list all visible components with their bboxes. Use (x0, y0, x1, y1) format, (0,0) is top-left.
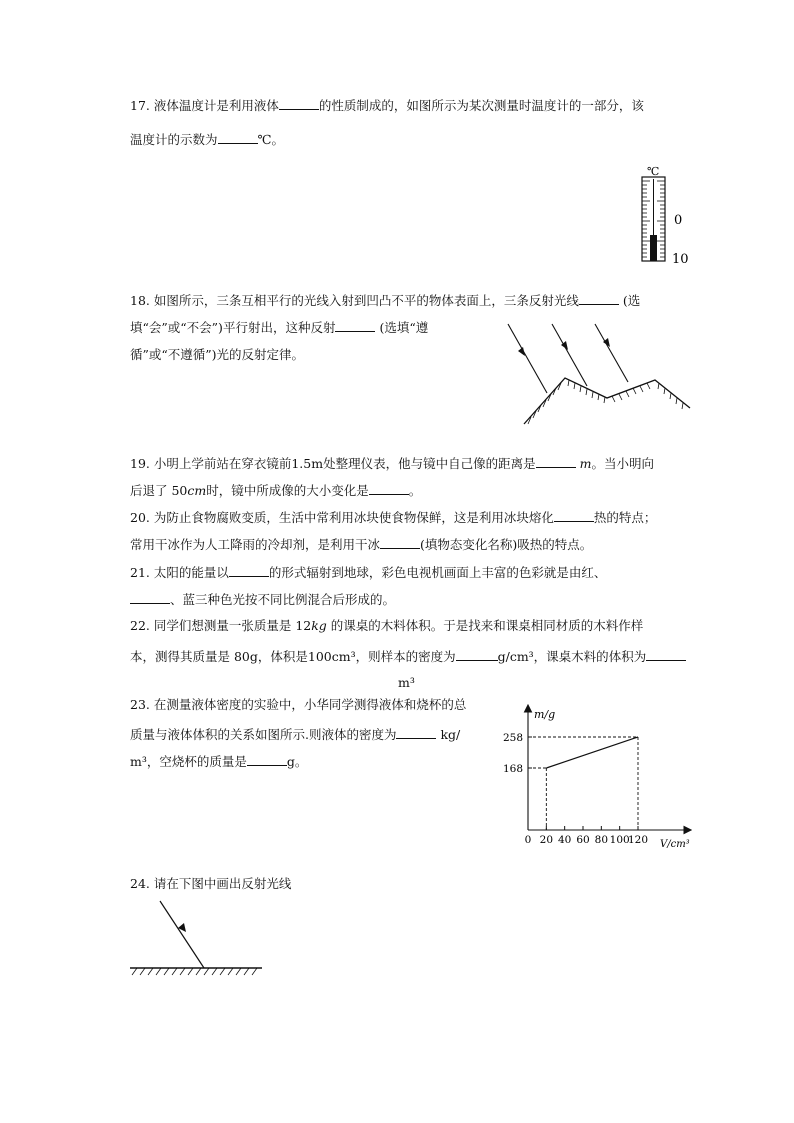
q22-text-e: m³ (398, 675, 415, 690)
q17-blank-2[interactable] (218, 130, 258, 144)
q20-text-c: 常用干冰作为人工降雨的冷却剂，是利用干冰 (130, 537, 381, 552)
thermo-unit-label: ℃ (647, 165, 660, 178)
q17-text-a: 17. 液体温度计是利用液体 (130, 98, 279, 113)
y-tick-label: 258 (502, 732, 523, 744)
q18-text-d: (选填“遵 (379, 320, 429, 335)
y-tick-label: 168 (502, 763, 523, 775)
q18-text-c: 填“会”或“不会”)平行射出，这种反射 (130, 320, 336, 335)
q18-blank-1[interactable] (579, 291, 619, 305)
x-tick-label: 120 (627, 834, 649, 846)
q19-unit-cm: cm (187, 483, 207, 498)
thermometer-figure (630, 165, 700, 265)
q18-line-1 (130, 291, 640, 310)
q23-line-1 (130, 696, 466, 714)
q18-blank-2[interactable] (335, 318, 375, 332)
q22-blank-2[interactable] (646, 647, 686, 661)
q18-line-3 (130, 346, 304, 364)
thermo-zero-label: 0 (674, 213, 683, 228)
q19-blank-1[interactable] (536, 454, 576, 468)
q18-line-2 (130, 318, 428, 337)
q23-blank-2[interactable] (247, 752, 287, 766)
q17-text-b: 的性质制成的，如图所示为某次测量时温度计的一部分，该 (318, 98, 644, 113)
q17-line-1 (130, 96, 644, 115)
q21-text-c: 、蓝三种色光按不同比例混合后形成的。 (170, 592, 396, 607)
q19-text-e: 。 (408, 483, 422, 498)
q20-blank-2[interactable] (380, 535, 420, 549)
x-tick-label: 20 (539, 834, 554, 846)
q24-line-1 (130, 875, 291, 893)
q22-line-1 (130, 617, 643, 635)
q20-line-1 (130, 508, 656, 527)
q18-text-e: 循”或“不遵循”)光的反射定律。 (130, 347, 305, 362)
q23-text-b: 质量与液体体积的关系如图所示.则液体的密度为 (130, 727, 397, 742)
x-axis-label: V/cm³ (660, 839, 690, 850)
q23-text-d: m³，空烧杯的质量是 (130, 754, 247, 769)
diffuse-reflection-figure (500, 318, 700, 430)
q17-text-c: 温度计的示数为 (130, 132, 218, 147)
q21-text-a: 21. 太阳的能量以 (130, 565, 229, 580)
q23-line-2 (130, 725, 460, 744)
q23-text-c: kg/ (440, 727, 461, 742)
q19-text-d: 时，镜中所成像的大小变化是 (206, 483, 369, 498)
q19-text-c: 后退了 50 (130, 483, 188, 498)
q19-unit-m: m (579, 456, 592, 471)
x-tick-label: 100 (609, 834, 630, 846)
mirror-reflection-figure (126, 895, 266, 981)
q22-line-2 (130, 647, 686, 666)
q20-text-d: (填物态变化名称)吸热的特点。 (420, 537, 593, 552)
thermo-ten-label: 10 (672, 252, 689, 265)
q23-text-e: g。 (286, 754, 308, 769)
q20-blank-1[interactable] (554, 508, 594, 522)
q19-line-2 (130, 481, 421, 500)
q23-line-3 (130, 752, 307, 771)
q23-blank-1[interactable] (396, 725, 436, 739)
q22-blank-1[interactable] (456, 647, 498, 661)
q19-text-b: 。当小明向 (591, 456, 654, 471)
q20-text-b: 热的特点； (593, 510, 657, 525)
q21-blank-1[interactable] (229, 563, 269, 577)
thermo-liquid-column (650, 235, 657, 261)
x-tick-label: 80 (594, 834, 609, 846)
q19-line-1 (130, 454, 654, 473)
q22-text-d: g/cm³，课桌木料的体积为 (497, 649, 647, 664)
q17-line-2 (130, 130, 284, 149)
q21-line-2 (130, 590, 395, 609)
series-line (546, 737, 638, 768)
q21-line-1 (130, 563, 606, 582)
q19-text-a: 19. 小明上学前站在穿衣镜前1.5m处整理仪表，他与镜中自己像的距离是 (130, 456, 536, 471)
mass-volume-chart (500, 700, 700, 852)
q21-text-b: 的形式辐射到地球，彩色电视机画面上丰富的色彩就是由红、 (268, 565, 607, 580)
q24-text-a: 24. 请在下图中画出反射光线 (130, 876, 292, 891)
q23-text-a: 23. 在测量液体密度的实验中，小华同学测得液体和烧杯的总 (130, 697, 467, 712)
q21-blank-2[interactable] (130, 590, 170, 604)
y-axis-label: m/g (534, 708, 556, 721)
q18-text-a: 18. 如图所示，三条互相平行的光线入射到凹凸不平的物体表面上，三条反射光线 (130, 293, 579, 308)
x-tick-label: 0 (524, 834, 532, 846)
q22-line-3 (398, 674, 415, 692)
q17-text-d: ℃。 (257, 132, 284, 147)
q22-text-a: 22. 同学们想测量一张质量是 12 (130, 618, 312, 633)
q20-line-2 (130, 535, 592, 554)
incident-ray (160, 901, 204, 968)
q19-blank-2[interactable] (369, 481, 409, 495)
q18-text-b: (选 (622, 293, 641, 308)
q22-unit-kg: kg (311, 618, 327, 633)
x-tick-label: 40 (557, 834, 572, 846)
q17-blank-1[interactable] (279, 96, 319, 110)
q22-text-b: 的课桌的木料体积。于是找来和课桌相同材质的木料作样 (326, 618, 644, 633)
x-tick-label: 60 (576, 834, 590, 846)
q20-text-a: 20. 为防止食物腐败变质，生活中常利用冰块使食物保鲜，这是利用冰块熔化 (130, 510, 554, 525)
q22-text-c: 本，测得其质量是 80g，体积是100cm³，则样本的密度为 (130, 649, 456, 664)
